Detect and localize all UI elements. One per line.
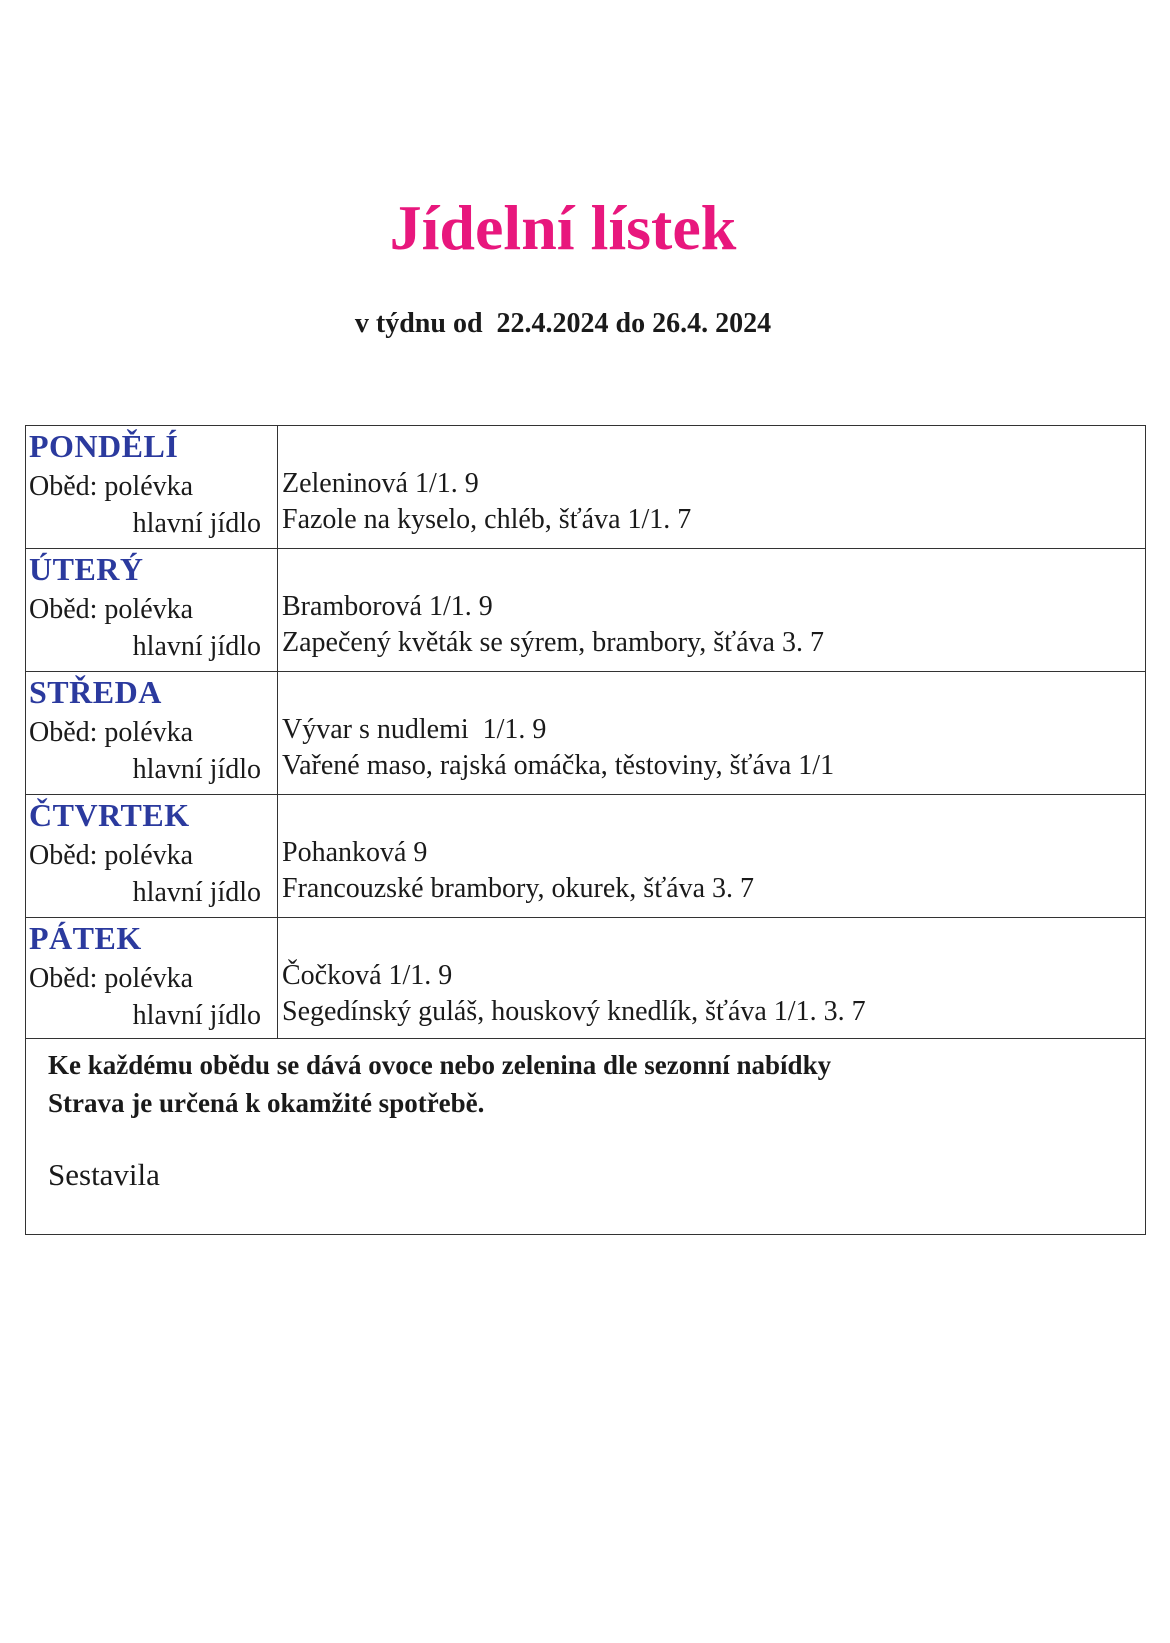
day-name: ÚTERÝ (29, 551, 144, 587)
day-label-cell (26, 426, 278, 548)
soup-item: Bramborová 1/1. 9 (282, 591, 493, 622)
main-dish-item: Francouzské brambory, okurek, šťáva 3. 7 (282, 873, 755, 904)
soup-label: Oběd: polévka (29, 963, 194, 994)
soup-label: Oběd: polévka (29, 717, 194, 748)
soup-item: Čočková 1/1. 9 (282, 960, 453, 991)
soup-item: Pohanková 9 (282, 837, 428, 868)
day-name: PÁTEK (29, 920, 142, 956)
dishes-cell (278, 426, 1145, 548)
main-dish-label: hlavní jídlo (132, 877, 261, 908)
main-dish-item: Vařené maso, rajská omáčka, těstoviny, šťáva 1/1 (282, 750, 835, 781)
soup-item: Zeleninová 1/1. 9 (282, 468, 479, 499)
day-row-friday (26, 918, 1145, 1039)
main-dish-label: hlavní jídlo (132, 631, 261, 662)
day-label-cell (26, 918, 278, 1038)
week-range: v týdnu od 22.4.2024 do 26.4. 2024 (354, 308, 772, 339)
day-name: STŘEDA (29, 674, 162, 710)
day-label-cell (26, 549, 278, 671)
fruit-note: Ke každému obědu se dává ovoce nebo zelenina dle sezonní nabídky (48, 1050, 832, 1080)
day-row-wednesday (26, 672, 1145, 795)
soup-label: Oběd: polévka (29, 840, 194, 871)
signature-label: Sestavila (48, 1157, 160, 1192)
soup-label: Oběd: polévka (29, 594, 194, 625)
day-name: ČTVRTEK (29, 797, 190, 833)
day-row-monday (26, 426, 1145, 549)
main-dish-label: hlavní jídlo (132, 508, 261, 539)
dishes-cell (278, 549, 1145, 671)
main-dish-label: hlavní jídlo (132, 1000, 261, 1031)
day-label-cell (26, 672, 278, 794)
main-dish-item: Zapečený květák se sýrem, brambory, šťáva 3. 7 (282, 627, 824, 658)
day-row-tuesday (26, 549, 1145, 672)
consumption-note: Strava je určená k okamžité spotřebě. (48, 1088, 485, 1118)
dishes-cell (278, 672, 1145, 794)
dishes-cell (278, 795, 1145, 917)
footer-notes (26, 1039, 1145, 1234)
soup-label: Oběd: polévka (29, 471, 194, 502)
day-label-cell (26, 795, 278, 917)
main-dish-item: Fazole na kyselo, chléb, šťáva 1/1. 7 (282, 504, 692, 535)
menu-table (25, 425, 1146, 1235)
page-title: Jídelní lístek (389, 192, 737, 263)
day-row-thursday (26, 795, 1145, 918)
dishes-cell (278, 918, 1145, 1038)
main-dish-item: Segedínský guláš, houskový knedlík, šťáva 1/1. 3. 7 (282, 996, 866, 1027)
main-dish-label: hlavní jídlo (132, 754, 261, 785)
soup-item: Vývar s nudlemi 1/1. 9 (282, 714, 547, 745)
day-name: PONDĚLÍ (29, 428, 179, 464)
